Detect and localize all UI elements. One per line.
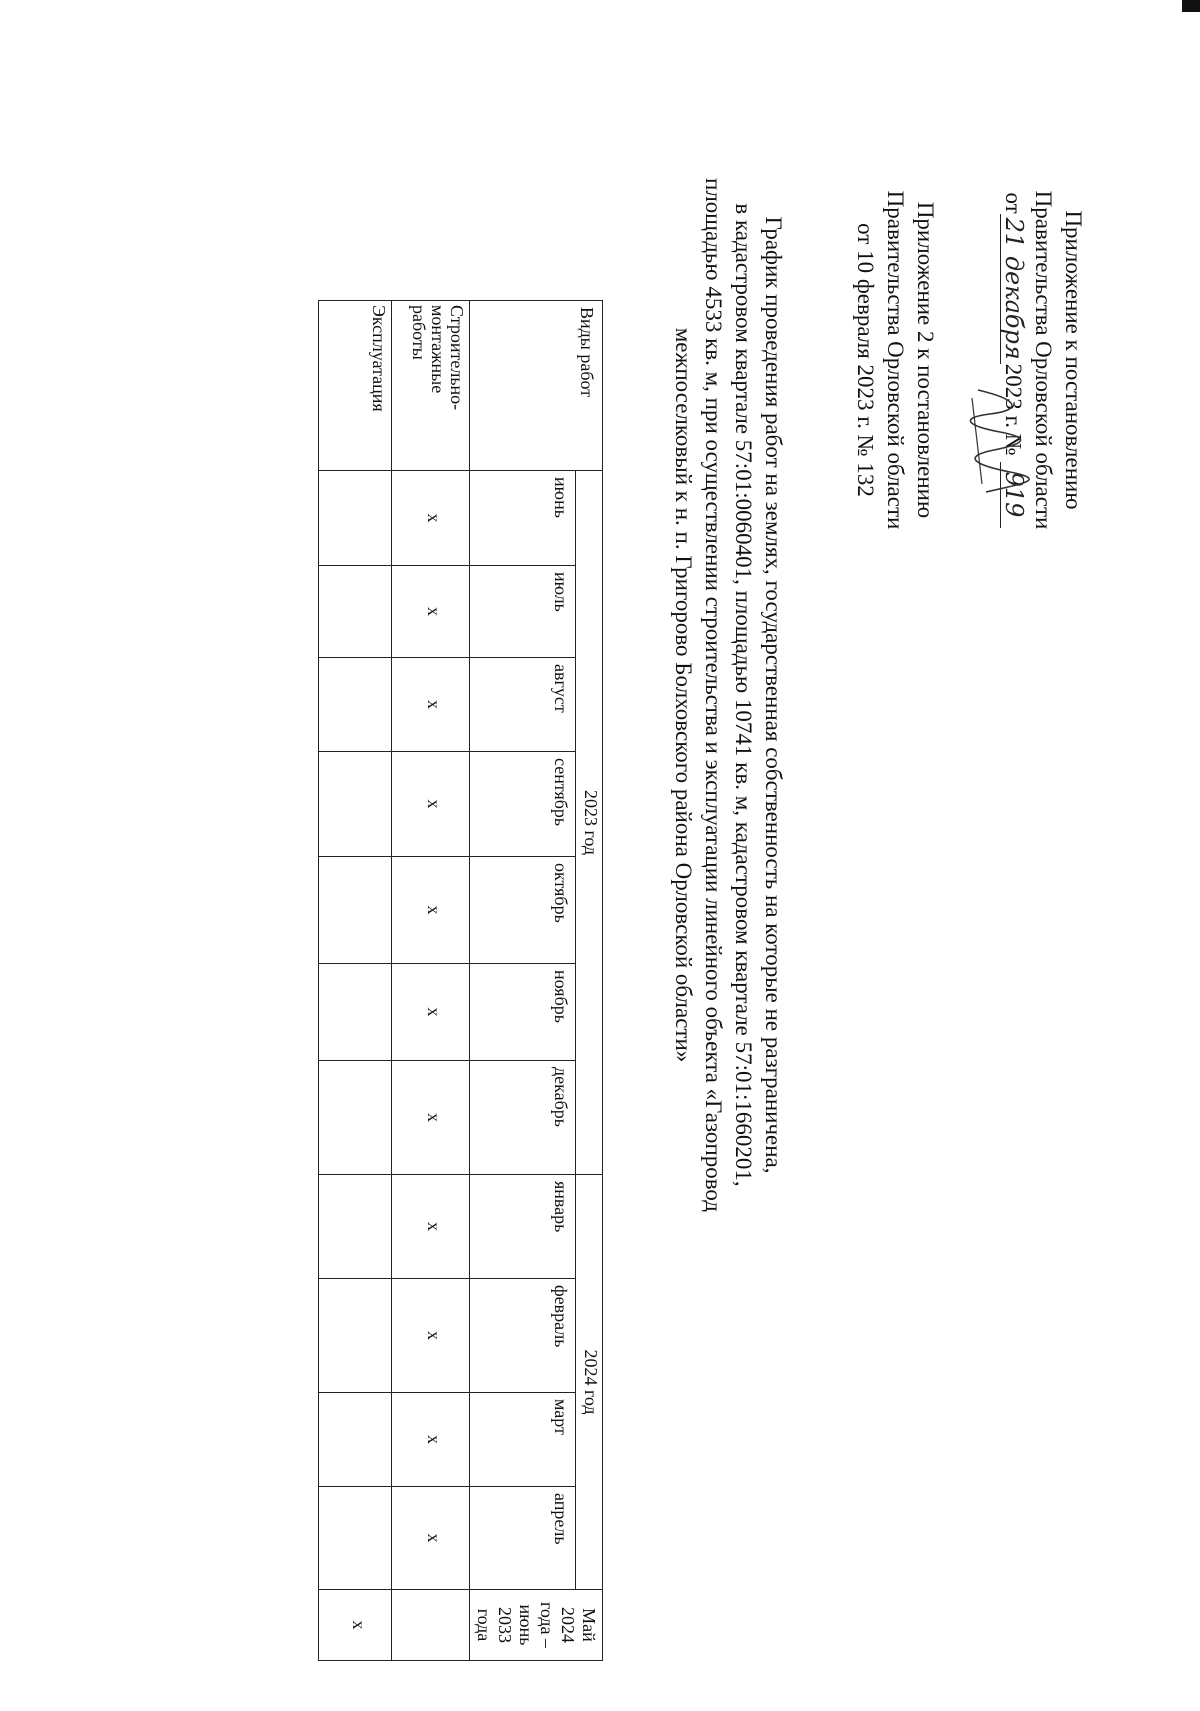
month-header: апрель: [470, 1487, 576, 1590]
work-type-cell: Строительно- монтажные работы: [392, 301, 470, 471]
appendix-line-3: [998, 100, 1028, 620]
schedule-mark: [319, 1175, 392, 1279]
schedule-mark: [319, 857, 392, 964]
previous-appendix-block: [850, 100, 940, 620]
month-header: ноябрь: [470, 964, 576, 1061]
month-header: август: [470, 658, 576, 752]
schedule-mark: x: [392, 1487, 470, 1590]
month-header: март: [470, 1393, 576, 1487]
month-header: октябрь: [470, 857, 576, 964]
schedule-mark: [319, 471, 392, 566]
year-2023-header: 2023 год: [575, 471, 602, 1175]
schedule-mark: x: [392, 1061, 470, 1175]
month-header-row: [470, 301, 576, 1661]
schedule-mark: [319, 964, 392, 1061]
schedule-mark: x: [319, 1590, 392, 1661]
appendix-line-2: Правительства Орловской области: [1031, 190, 1056, 530]
year-number-label: 2023 г. №: [1001, 363, 1026, 456]
year-header-row: [575, 301, 602, 1661]
table-row: [392, 301, 470, 1661]
handwritten-signature: [960, 380, 1030, 500]
schedule-mark: x: [392, 752, 470, 857]
appendix-line-1: Приложение к постановлению: [1061, 210, 1086, 510]
previous-appendix-line-1: Приложение 2 к постановлению: [913, 201, 938, 519]
schedule-mark: [319, 752, 392, 857]
schedule-mark: x: [392, 658, 470, 752]
schedule-mark: x: [392, 1279, 470, 1393]
schedule-mark: x: [392, 964, 470, 1061]
title-line-1: График проведения работ на землях, государственная собственность на которые не разграничена,: [761, 216, 786, 1174]
document-title: [668, 130, 788, 1260]
long-period-header: Май 2024 года – июнь 2033 года: [470, 1590, 603, 1661]
handwritten-date: 21 декабря: [1000, 214, 1027, 364]
month-header: февраль: [470, 1279, 576, 1393]
schedule-mark: x: [392, 471, 470, 566]
work-type-cell: Эксплуатация: [319, 301, 392, 471]
schedule-mark: x: [392, 566, 470, 658]
schedule-mark: [319, 566, 392, 658]
schedule-mark: [319, 1487, 392, 1590]
schedule-mark: x: [392, 857, 470, 964]
handwritten-number: 919: [1000, 462, 1027, 528]
schedule-mark: [392, 1590, 470, 1661]
schedule-mark: [319, 1393, 392, 1487]
year-2024-header: 2024 год: [575, 1175, 602, 1590]
schedule-mark: x: [392, 1175, 470, 1279]
previous-appendix-line-2: Правительства Орловской области: [883, 190, 908, 530]
table-row: [319, 301, 392, 1661]
schedule-mark: x: [392, 1393, 470, 1487]
appendix-block: [998, 100, 1088, 620]
month-header: декабрь: [470, 1061, 576, 1175]
month-header: июнь: [470, 471, 576, 566]
schedule-mark: [319, 1061, 392, 1175]
month-header: июль: [470, 566, 576, 658]
work-schedule-table: [318, 300, 603, 1661]
date-prefix: от: [1001, 192, 1026, 214]
work-type-header: Виды работ: [470, 301, 603, 471]
title-line-2: в кадастровом квартале 57:01:0060401, площадью 10741 кв. м, кадастровом квартале 57:01:1660201,: [731, 203, 756, 1187]
schedule-mark: [319, 658, 392, 752]
title-line-3: площадью 4533 кв. м, при осуществлении строительства и эксплуатации линейного объекта «Газопровод: [701, 178, 726, 1212]
schedule-mark: [319, 1279, 392, 1393]
previous-appendix-line-3: от 10 февраля 2023 г. № 132: [853, 223, 878, 497]
title-line-4: межпоселковый к н. п. Григорово Болховского района Орловской области»: [671, 327, 696, 1063]
month-header: сентябрь: [470, 752, 576, 857]
month-header: январь: [470, 1175, 576, 1279]
